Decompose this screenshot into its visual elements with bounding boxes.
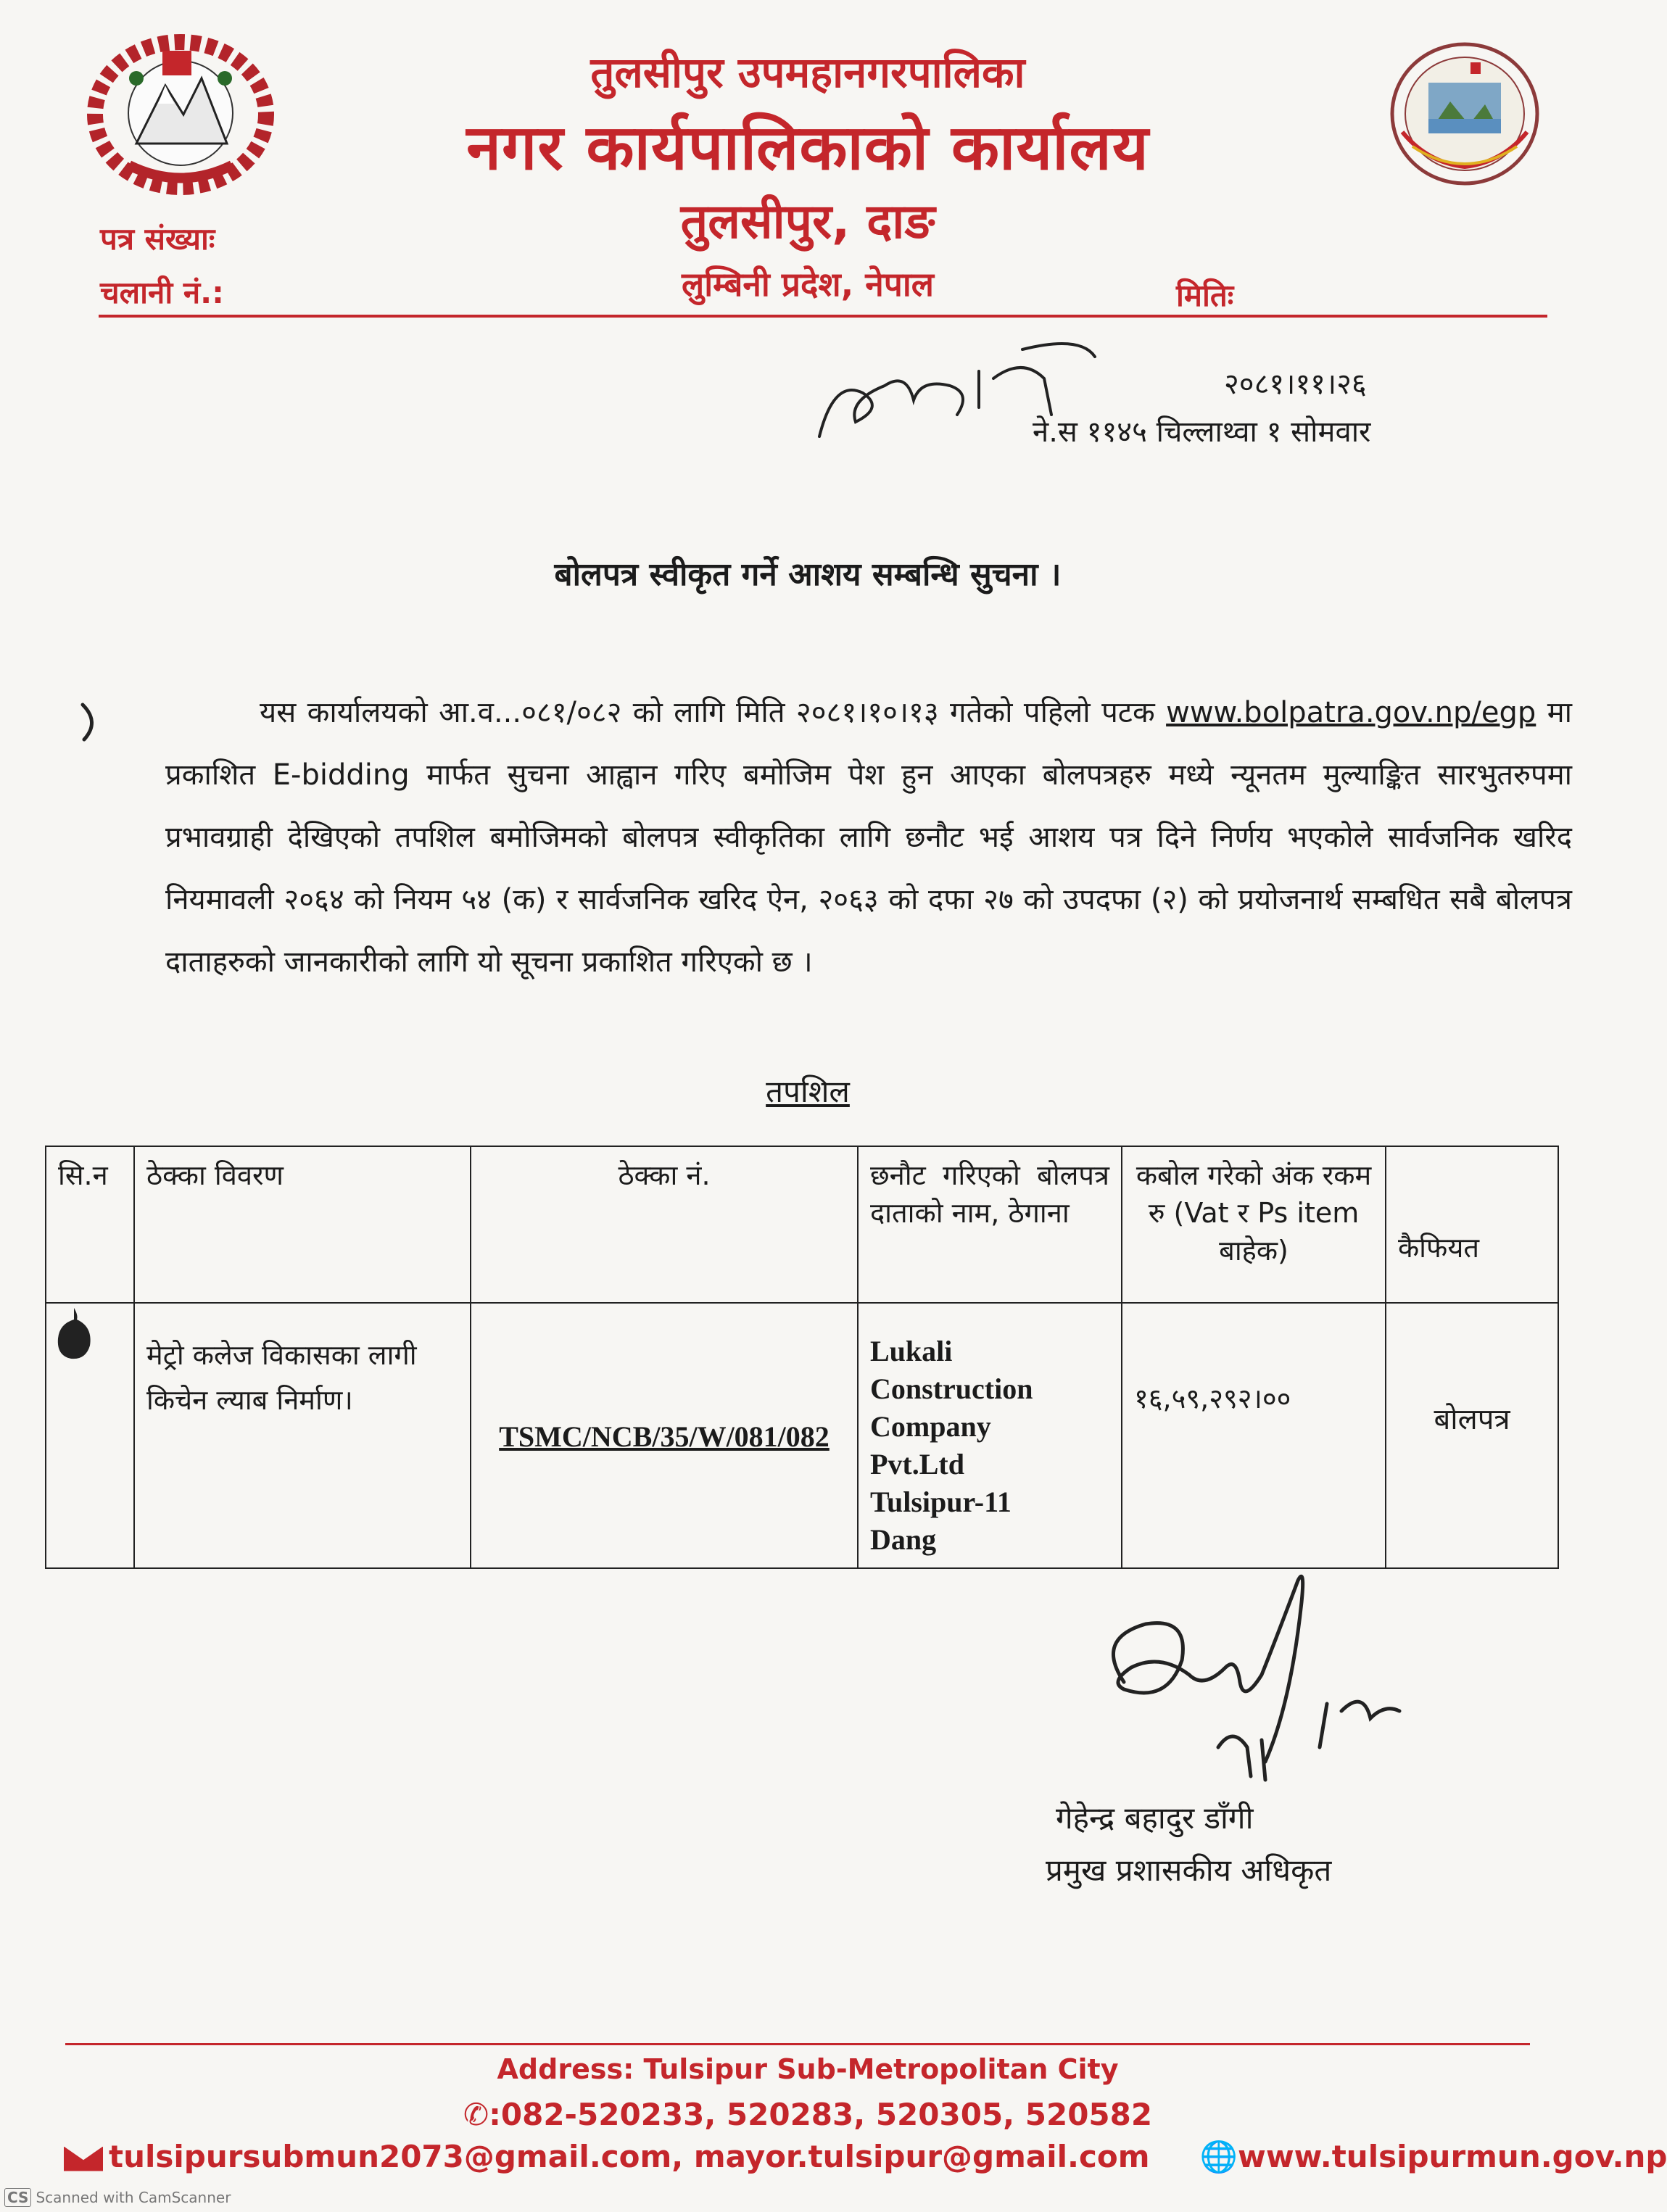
official-signature bbox=[1080, 1559, 1443, 1798]
office-name: नगर कार्यपालिकाको कार्यालय bbox=[466, 112, 1149, 184]
header-remarks: कैफियत bbox=[1386, 1146, 1558, 1303]
dispatch-number-label: चलानी नं.: bbox=[100, 275, 224, 310]
footer-website[interactable]: www.tulsipurmun.gov.np bbox=[1238, 2139, 1667, 2174]
header-contract-no: ठेक्का नं. bbox=[471, 1146, 858, 1303]
table-row bbox=[46, 1303, 1558, 1568]
notice-body-rest: मा प्रकाशित E-bidding मार्फत सुचना आह्वान गरिए बमोजिम पेश हुन आएका बोलपत्रहरु मध्ये न्यूनतम मुल्याङ्कित सारभुतरुपमा प्रभावग्राही देखिएको तपशिल बमोजिमको बोलपत्र स्वीकृतिका लागि छनौट भई आशय पत्र दिने निर्णय भएकोले सार्वजनिक खरिद नियमावली २०६४ को नियम ५४ (क) र सार्वजनिक खरिद ऐन, २०६३ को दफा २७ को उपदफा (२) को प्रयोजनार्थ सम्बधित सबै बोलपत्र दाताहरुको जानकारीको लागि यो सूचना प्रकाशित गरिएको छ । bbox=[165, 696, 1572, 979]
header-amount: कबोल गरेको अंक रकम रु (Vat र Ps item बाहेक) bbox=[1122, 1146, 1386, 1303]
row-bidder: Lukali Construction Company Pvt.Ltd Tulsipur-11 Dang bbox=[858, 1303, 1122, 1568]
globe-icon: 🌐 bbox=[1199, 2139, 1238, 2174]
row-remarks: बोलपत्र bbox=[1386, 1303, 1558, 1568]
date-label: मितिः bbox=[1176, 278, 1234, 313]
footer-address: Address: Tulsipur Sub-Metropolitan City bbox=[497, 2053, 1119, 2085]
table-header-row bbox=[46, 1146, 1558, 1303]
footer-contacts bbox=[64, 2139, 1667, 2175]
header-sn: सि.न bbox=[46, 1146, 134, 1303]
notice-body-intro: यस कार्यालयको आ.व...०८१/०८२ को लागि मिति २०८१।१०।१३ गतेको पहिलो पटक bbox=[260, 696, 1155, 729]
office-province: लुम्बिनी प्रदेश, नेपाल bbox=[682, 265, 934, 304]
signatory-designation: प्रमुख प्रशासकीय अधिकृत bbox=[1046, 1852, 1332, 1888]
row-amount: १६,५९,२९२।०० bbox=[1122, 1303, 1386, 1568]
ink-blot bbox=[52, 1305, 97, 1363]
office-city: तुलसीपुर, दाङ bbox=[680, 194, 935, 249]
header-bidder: छनौट गरिएको बोलपत्र दाताको नाम, ठेगाना bbox=[858, 1146, 1122, 1303]
schedule-heading: तपशिल bbox=[766, 1074, 850, 1109]
notice-body bbox=[165, 682, 1572, 993]
bs-date: २०८१।११।२६ bbox=[1224, 368, 1367, 401]
mail-icon bbox=[64, 2147, 103, 2171]
header-description: ठेक्का विवरण bbox=[134, 1146, 471, 1303]
row-contract-no: TSMC/NCB/35/W/081/082 bbox=[471, 1303, 858, 1568]
scanner-watermark: CS Scanned with CamScanner bbox=[4, 2188, 231, 2207]
notice-title: बोलपत्र स्वीकृत गर्ने आशय सम्बन्धि सुचना । bbox=[554, 556, 1062, 593]
letter-number-label: पत्र संख्याः bbox=[100, 221, 215, 257]
nepal-sambat-date: ने.स ११४५ चिल्लाथ्वा १ सोमवार bbox=[1033, 415, 1371, 449]
municipality-name: तुलसीपुर उपमहानगरपालिका bbox=[590, 48, 1025, 97]
bolpatra-link[interactable]: www.bolpatra.gov.np/egp bbox=[1166, 696, 1536, 729]
header-divider bbox=[99, 315, 1547, 318]
signatory-name: गेहेन्द्र बहादुर डाँगी bbox=[1056, 1800, 1254, 1836]
camscanner-icon: CS bbox=[4, 2188, 31, 2207]
footer-phones: ✆:082-520233, 520283, 520305, 520582 bbox=[463, 2097, 1153, 2132]
footer-divider bbox=[65, 2043, 1530, 2045]
bid-schedule-table bbox=[45, 1146, 1559, 1569]
phone-icon: ✆ bbox=[463, 2097, 489, 2132]
footer-emails[interactable]: tulsipursubmun2073@gmail.com, mayor.tulsipur@gmail.com bbox=[109, 2139, 1150, 2174]
row-description: मेट्रो कलेज विकासका लागी किचेन ल्याब निर्माण। bbox=[134, 1303, 471, 1568]
margin-mark bbox=[75, 700, 104, 744]
